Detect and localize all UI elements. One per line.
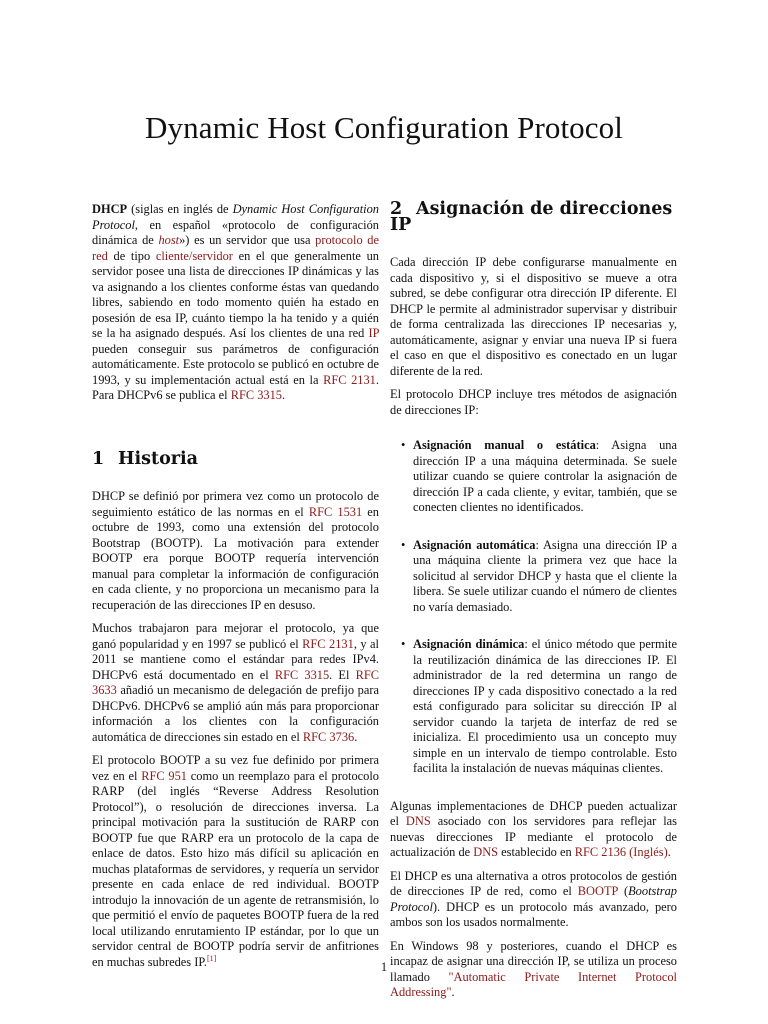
link-rfc-951[interactable]: RFC 951 [141, 768, 187, 783]
asignacion-paragraph-1: Cada dirección IP debe configurarse manualmente en cada dispositivo y, si el dispositivo se mueve a otra subred, se debe configurar otra dirección IP diferente. El DHCP le permite al administrador supervisar y distribuir de forma centralizada las direcciones IP necesarias y, automáticamente, asignar y enviar una nueva IP si fuera el caso en que el dispositivo es conectado en un lugar diferente de la red. [390, 255, 677, 378]
asignacion-paragraph-2: El protocolo DHCP incluye tres métodos de asignación de direcciones IP: [390, 387, 677, 417]
link-apipa[interactable]: "Automatic Private Internet Protocol Addressing" [390, 969, 677, 999]
section-heading-asignacion [390, 199, 677, 235]
list-item: • Asignación manual o estática: Asigna una dirección IP a una máquina determinada. Se suele utilizar cuando se quiere controlar la asignación de dirección IP a cada cliente, y evitar, también, que se conecten clientes no identificados. [390, 438, 677, 516]
link-rfc-2131[interactable]: RFC 2131 [302, 636, 354, 651]
list-item: • Asignación automática: Asigna una dirección IP a una máquina cliente la primera vez que hace la solicitud al servidor DHCP y hasta que el cliente la libera. Se suele utilizar cuando el número de clientes no varía demasiado. [390, 538, 677, 616]
link-rfc-1531[interactable]: RFC 1531 [308, 504, 363, 519]
page-number: 1 [380, 960, 388, 974]
link-cliente-servidor[interactable]: cliente/servidor [155, 248, 233, 263]
link-protocolo-de-red[interactable]: protocolo de red [92, 233, 380, 263]
link-host[interactable]: host [158, 233, 180, 247]
list-item-term: Asignación dinámica [413, 637, 525, 651]
section-number: 2 [390, 199, 403, 219]
list-item-term: Asignación manual o estática [413, 438, 596, 452]
historia-paragraph-2: Muchos trabajaron para mejorar el protocolo, ya que ganó popularidad y en 1997 se publicó el RFC 2131, y al 2011 se mantiene como el estándar para redes IPv4. DHCPv6 está documentado en el RFC 3315. El RFC 3633 añadió un mecanismo de delegación de prefijo para DHCPv6. DHCPv6 se amplió aún más para proporcionar información a los clientes con la configuración automática de direcciones sin estado en el RFC 3736. [92, 621, 379, 744]
link-ip[interactable]: IP [368, 326, 379, 340]
section-title: Asignación de direcciones IP [390, 199, 673, 235]
section-number: 1 [92, 448, 105, 469]
bootp-expansion: Bootstrap Protocol [390, 884, 677, 914]
list-item-term: Asignación automática [413, 537, 536, 552]
asignacion-paragraph-3: Algunas implementaciones de DHCP pueden actualizar el DNS asociado con los servidores para reflejar las nuevas direcciones IP mediante el protocolo de actualización de DNS establecido en RFC 2136 (Inglés). [390, 798, 677, 859]
english-name: Dynamic Host Configuration Protocol [92, 202, 379, 232]
intro-paragraph: DHCP (siglas en inglés de Dynamic Host Configuration Protocol, en español «protocolo de configuración dinámica de host») es un servidor que usa protocolo de red de tipo cliente/servidor en el que generalmente un servidor posee una lista de direcciones IP dinámicas y las va asignando a los clientes conforme éstas van quedando libres, sabiendo en todo momento quién ha estado en posesión de esa IP, cuánto tiempo la ha tenido y a quién se la ha asignado después. Así los clientes de una red IP pueden conseguir sus parámetros de configuración automáticamente. Este protocolo se publicó en octubre de 1993, y su implementación actual está en la RFC 2131. Para DHCPv6 se publica el RFC 3315. [92, 202, 380, 402]
link-bootp[interactable]: BOOTP [577, 884, 618, 898]
left-column [92, 202, 379, 978]
link-dns[interactable]: DNS [473, 845, 499, 859]
link-dns[interactable]: DNS [405, 814, 431, 828]
reference-link[interactable]: [1] [206, 953, 217, 963]
asignacion-paragraph-5: En Windows 98 y posteriores, cuando el DHCP es incapaz de asignar una dirección IP, se utiliza un proceso llamado "Automatic Private Internet Protocol Addressing". [390, 938, 677, 999]
asignacion-paragraph-4: El DHCP es una alternativa a otros protocolos de gestión de direcciones IP de red, como el BOOTP (Bootstrap Protocol). DHCP es un protocolo más avanzado, pero ambos son los usados normalmente. [390, 868, 677, 929]
link-rfc-3315[interactable]: RFC 3315 [230, 388, 282, 402]
link-rfc-3315[interactable]: RFC 3315 [274, 667, 330, 682]
link-rfc-2131[interactable]: RFC 2131 [323, 372, 376, 387]
list-item: • Asignación dinámica: el único método que permite la reutilización dinámica de las direcciones IP. El administrador de la red determina un rango de direcciones IP y cada dispositivo conectado a la red está configurado para solicitar su dirección IP al servidor cuando la tarjeta de interfaz de red se inicializa. El procedimiento usa un concepto muy simple en un intervalo de tiempo controlable. Esto facilita la instalación de nuevas máquinas clientes. [390, 637, 677, 777]
section-title: Historia [118, 448, 198, 469]
link-rfc-2136[interactable]: RFC 2136 (Inglés) [574, 845, 668, 859]
link-rfc-3736[interactable]: RFC 3736 [302, 729, 355, 744]
section-heading-historia [92, 448, 379, 469]
historia-paragraph-1: DHCP se definió por primera vez como un protocolo de seguimiento estático de las normas en el RFC 1531 en octubre de 1993, como una extensión del protocolo Bootstrap (BOOTP). La motivación para extender BOOTP era porque BOOTP requería intervención manual para completar la información de configuración en cada cliente, y no proporciona un mecanismo para la recuperación de las direcciones IP en desuso. [92, 489, 379, 612]
link-rfc-3633[interactable]: RFC 3633 [92, 667, 379, 697]
page-title: Dynamic Host Configuration Protocol [145, 110, 623, 145]
intro-term: DHCP [92, 202, 128, 216]
assignment-methods-list [390, 438, 677, 777]
historia-paragraph-3: El protocolo BOOTP a su vez fue definido por primera vez en el RFC 951 como un reemplazo para el protocolo RARP (del inglés “Reverse Address Resolution Protocol”), o resolución de direcciones inversa. La principal motivación para la sustitución de RARP con BOOTP fue que RARP era un protocolo de la capa de enlace de datos. Esto hizo más difícil su aplicación en muchas plataformas de servidores, y requería un servidor presente en cada enlace de red individual. BOOTP introdujo la innovación de un agente de retransmisión, lo que permitió el envío de paquetes BOOTP fuera de la red local utilizando enrutamiento IP estándar, por lo que un servidor central de BOOTP podría servir de anfitriones en muchas subredes IP.[1] [92, 753, 379, 969]
right-column [390, 199, 678, 1009]
